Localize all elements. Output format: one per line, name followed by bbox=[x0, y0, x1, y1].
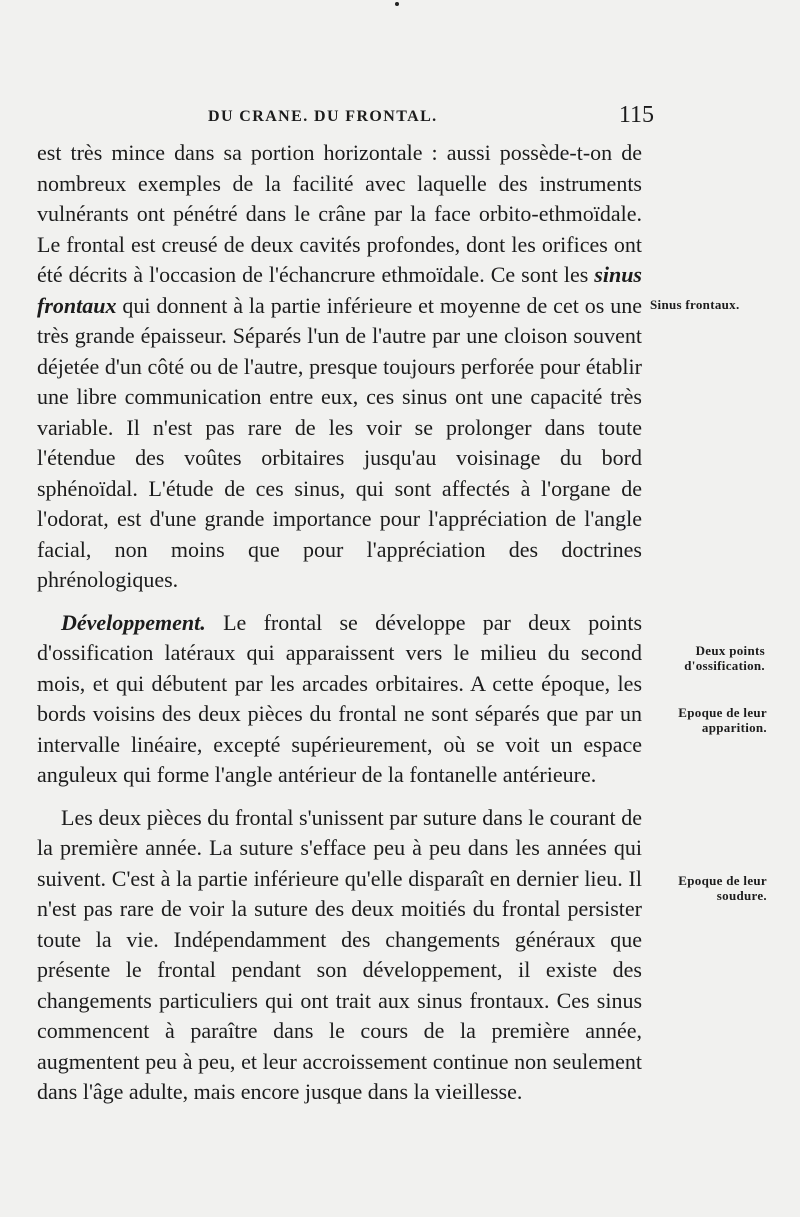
page-number: 115 bbox=[618, 102, 654, 128]
margin-note-sinus-frontaux: Sinus frontaux. bbox=[650, 297, 740, 312]
paragraph-2-text: Le frontal se développe par deux points d'ossification latéraux qui apparaissent vers le milieu du second mois, et qui débutent par les arcades orbitaires. A cette époque, les bords voisins des deux pièces du frontal ne sont séparés que par un intervalle linéaire, excepté supérieurement, où se voit un espace anguleux qui forme l'angle antérieur de la fontanelle antérieure. bbox=[37, 609, 642, 787]
paragraph-3 bbox=[37, 803, 642, 1108]
paragraph-1 bbox=[37, 138, 642, 596]
paragraph-1-text-a: est très mince dans sa portion horizontale : aussi possède-t-on de nombreux exemples de la facilité avec laquelle des instruments vulnérants ont pénétré dans le crâne par la face orbito-ethmoïdale. Le frontal est creusé de deux cavités profondes, dont les orifices ont été décrits à l'occasion de l'échancrure ethmoïdale. Ce sont les bbox=[37, 140, 642, 287]
margin-note-ossification: Deux points d'ossification. bbox=[684, 643, 765, 673]
paragraph-1-text-b: qui donnent à la partie inférieure et moyenne de cet os une très grande épaisseur. Séparés l'un de l'autre par une cloison souvent déjetée d'un côté ou de l'autre, presque toujours perforée pour établir une libre communication entre eux, ces sinus ont une capacité très variable. Il n'est pas rare de les voir se prolonger dans toute l'étendue des voûtes orbitaires jusqu'au voisinage du bord sphénoïdal. L'étude de ces sinus, qui sont affectés à l'organe de l'odorat, est d'une grande importance pour l'appréciation de l'angle facial, non moins que pour l'appréciation des doctrines phrénologiques. bbox=[37, 292, 642, 592]
paragraph-2 bbox=[37, 608, 642, 791]
margin-note-soudure: Epoque de leur soudure. bbox=[678, 873, 767, 903]
term-developpement: Développement. bbox=[61, 609, 206, 635]
body-text bbox=[37, 138, 642, 1108]
paragraph-3-text: Les deux pièces du frontal s'unissent par suture dans le courant de la première année. La suture s'efface peu à peu dans les années qui suivent. C'est à la partie inférieure qu'elle disparaît en dernier lieu. Il n'est pas rare de voir la suture des deux moitiés du frontal persister toute la vie. Indépendamment des changements généraux que présente le frontal pendant son développement, il existe des changements particuliers qui ont trait aux sinus frontaux. Ces sinus commencent à paraître dans le cours de la première année, augmentent peu à peu, et leur accroissement continue non seulement dans l'âge adulte, mais encore jusque dans la vieillesse. bbox=[37, 804, 642, 1104]
page-header bbox=[206, 102, 654, 132]
running-head: DU CRANE. DU FRONTAL. bbox=[208, 108, 438, 125]
term-sinus-frontaux: sinus frontaux bbox=[37, 262, 642, 318]
margin-note-apparition: Epoque de leur apparition. bbox=[678, 705, 767, 735]
print-speck bbox=[395, 2, 399, 6]
